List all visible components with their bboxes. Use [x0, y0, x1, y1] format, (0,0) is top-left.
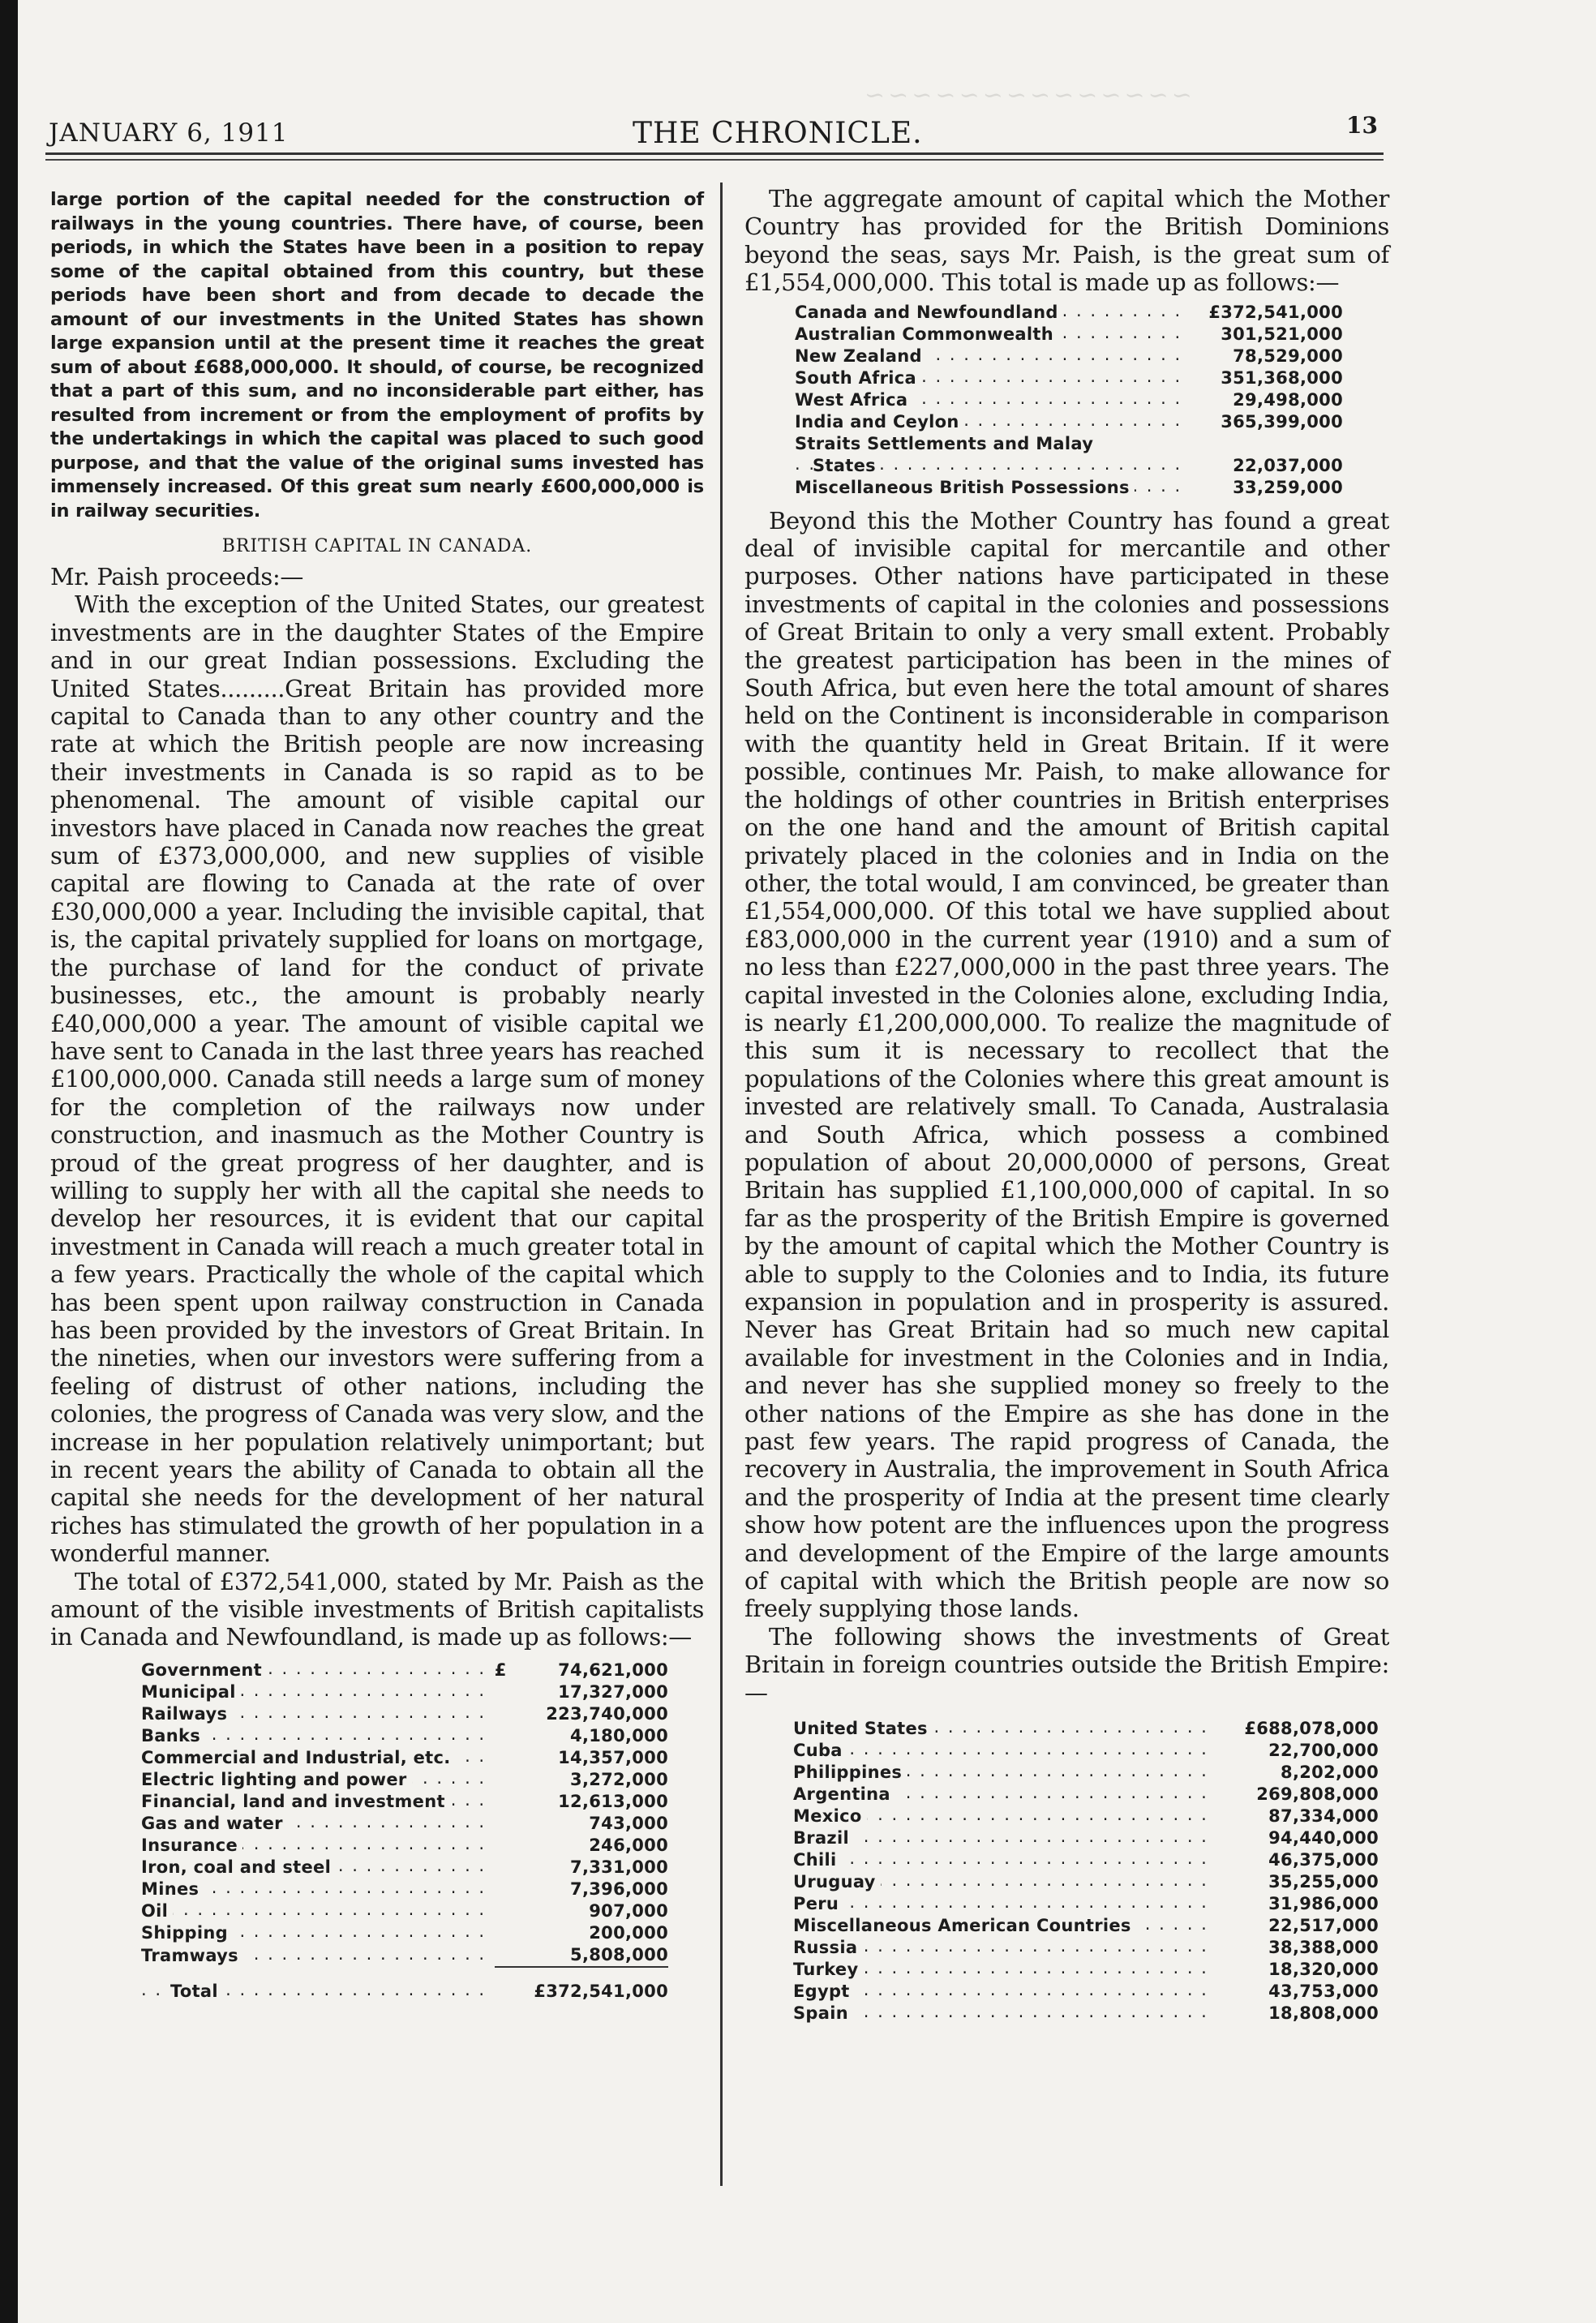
row-label: Uruguay — [793, 1872, 881, 1891]
row-label: Mines — [141, 1879, 204, 1899]
row-label: Mexico — [793, 1806, 867, 1826]
row-value: 5,808,000 — [570, 1944, 668, 1964]
row-label: Financial, land and investment — [141, 1792, 450, 1811]
table-row — [795, 433, 1343, 455]
bleed-through: ~~~~~~~~~~~~~~ — [861, 81, 1192, 109]
table-row — [793, 1959, 1379, 1981]
row-value: 14,357,000 — [558, 1747, 668, 1767]
row-value: 7,331,000 — [570, 1857, 668, 1877]
row-label: Municipal — [141, 1682, 241, 1702]
currency-symbol — [495, 1944, 517, 1967]
table-row — [141, 1922, 668, 1944]
row-value: 907,000 — [589, 1900, 668, 1921]
page-edge-shadow — [0, 0, 18, 2323]
row-label: Electric lighting and power — [141, 1770, 412, 1789]
row-label: Banks — [141, 1726, 205, 1745]
currency-symbol — [495, 1747, 517, 1769]
table-row — [793, 1893, 1379, 1915]
row-value — [1187, 433, 1343, 455]
row-value: 87,334,000 — [1268, 1806, 1379, 1827]
table-row — [793, 1915, 1379, 1937]
row-label: Gas and water — [141, 1814, 288, 1833]
currency-symbol — [495, 1900, 517, 1922]
publication-title: THE CHRONICLE. — [633, 117, 923, 150]
row-label: Tramways — [141, 1946, 243, 1965]
row-label: Cuba — [793, 1741, 847, 1760]
table-row — [793, 2003, 1379, 2025]
row-value: 43,753,000 — [1268, 1982, 1379, 2002]
currency-symbol — [495, 1813, 517, 1835]
table-row — [795, 411, 1343, 433]
row-label: India and Ceylon — [795, 412, 964, 432]
row-value: 200,000 — [589, 1922, 668, 1943]
row-value: 301,521,000 — [1221, 324, 1343, 344]
table-row — [793, 1740, 1379, 1762]
row-value: 29,498,000 — [1233, 389, 1343, 410]
table-row — [141, 1791, 668, 1813]
row-label: Commercial and Industrial, etc. — [141, 1748, 456, 1767]
foreign-investments-table — [793, 1718, 1379, 2025]
row-value: 7,396,000 — [570, 1879, 668, 1899]
row-label: Peru — [793, 1894, 843, 1913]
paragraph: Mr. Paish proceeds:— — [50, 563, 304, 590]
paragraph: Beyond this the Mother Country has found a great deal of invisible capital for mercantile and other purposes. Other nations have participated in these investments of capital in the colonies and possessions of Great Britain to only a very small extent. Probably the greatest participation has been in the mines of South Africa, but even here the total amount of shares held on the Continent is inconsiderable in comparison with the quantity held in Great Britain. If it were possible, continues Mr. Paish, to make allowance for the holdings of other countries in British enterprises on the one hand and the amount of British capital privately placed in the colonies and in India on the other, the total would, I am convinced, be greater than £1,554,000,000. Of this total we have supplied about £83,000,000 in the current year (1910) and a sum of no less than £227,000,000 in the past three years. The capital invested in the Colonies alone, excluding India, is nearly £1,200,000,000. To realize the magnitude of this sum it is necessary to recollect that the populations of the Colonies where this great amount is invested are relatively small. To Canada, Australasia and South Africa, which possess a combined population of about 20,000,0000 of persons, Great Britain has supplied £1,100,000,000 of capital. In so far as the prosperity of the British Empire is governed by the amount of capital which the Mother Country is able to supply to the Colonies and to India, its future expansion in population and in prosperity is assured. Never has Great Britain had so much new capital available for investment in the Colonies and in India, and never has she supplied money so freely to the other nations of the Empire as she has done in the past few years. The rapid progress of Canada, the recovery in Australia, the improvement in South Africa and the prosperity of India at the present time clearly show how potent are the influences upon the progress and development of the Empire of the large amounts of capital with which the British people are now so freely supplying those lands. — [744, 506, 1389, 1623]
row-label: Government — [141, 1660, 267, 1680]
row-label: South Africa — [795, 368, 921, 388]
row-value: 223,740,000 — [546, 1703, 668, 1724]
table-row — [141, 1725, 668, 1747]
row-value: 33,259,000 — [1233, 477, 1343, 497]
row-label: Brazil — [793, 1828, 854, 1848]
paragraph: The total of £372,541,000, stated by Mr. Paish as the amount of the visible investments of British capitalists in Canada and Newfoundland, is made up as follows:— — [50, 1567, 704, 1651]
total-label: Total — [170, 1982, 223, 2001]
table-row — [795, 367, 1343, 389]
row-value: 78,529,000 — [1233, 346, 1343, 366]
row-value: £372,541,000 — [1208, 302, 1343, 322]
row-label: Egypt — [793, 1982, 855, 2001]
row-value: 22,517,000 — [1268, 1916, 1379, 1936]
currency-symbol — [495, 1791, 517, 1813]
currency-symbol — [495, 1879, 517, 1900]
row-label: Chili — [793, 1850, 841, 1870]
currency-symbol — [495, 1681, 517, 1703]
currency-symbol — [495, 1835, 517, 1857]
table-row — [793, 1827, 1379, 1849]
header-rule-thin — [45, 159, 1384, 161]
row-value: 94,440,000 — [1268, 1828, 1379, 1849]
column-divider — [720, 182, 723, 2186]
table-row — [793, 1806, 1379, 1827]
issue-date: JANUARY 6, 1911 — [49, 118, 289, 148]
row-value: 3,272,000 — [570, 1769, 668, 1789]
row-label: Canada and Newfoundland — [795, 303, 1063, 322]
table-row — [141, 1703, 668, 1725]
page-number: 13 — [1346, 112, 1378, 139]
row-label: Australian Commonwealth — [795, 324, 1058, 344]
row-label: Miscellaneous American Countries — [793, 1916, 1136, 1935]
row-label: New Zealand — [795, 346, 927, 366]
row-value: 38,388,000 — [1268, 1938, 1379, 1958]
row-value: 246,000 — [589, 1835, 668, 1855]
table-row — [793, 1849, 1379, 1871]
row-value: 46,375,000 — [1268, 1850, 1379, 1870]
row-label: Straits Settlements and Malay — [795, 434, 1098, 453]
row-label: States — [813, 456, 881, 475]
table-row — [795, 302, 1343, 324]
currency-symbol — [495, 1725, 517, 1747]
paragraph: The aggregate amount of capital which the Mother Country has provided for the British Dominions beyond the seas, says Mr. Paish, is the great sum of £1,554,000,000. This total is made up as follows:— — [744, 185, 1389, 297]
row-value: 17,327,000 — [558, 1681, 668, 1702]
table-row — [141, 1681, 668, 1703]
currency-symbol — [495, 1769, 517, 1791]
table-row — [141, 1944, 668, 1967]
row-label: Russia — [793, 1938, 862, 1957]
left-column — [50, 188, 704, 2003]
row-label: Turkey — [793, 1960, 863, 1979]
row-value: 4,180,000 — [570, 1725, 668, 1745]
table-row — [793, 1981, 1379, 2003]
page-header — [49, 112, 1387, 152]
row-label: Spain — [793, 2003, 853, 2023]
table-row — [795, 455, 1343, 477]
table-row — [141, 1769, 668, 1791]
table-row — [793, 1718, 1379, 1740]
row-value: 22,037,000 — [1233, 455, 1343, 475]
table-row — [141, 1813, 668, 1835]
row-value: 351,368,000 — [1221, 367, 1343, 388]
table-row — [141, 1879, 668, 1900]
currency-symbol — [495, 1857, 517, 1879]
currency-symbol — [495, 1922, 517, 1944]
table-row — [141, 1660, 668, 1681]
total-value: £372,541,000 — [517, 1967, 668, 2003]
header-rule — [45, 152, 1384, 155]
row-label: West Africa — [795, 390, 912, 410]
table-row — [795, 346, 1343, 367]
canada-investments-table — [141, 1660, 668, 2003]
row-label: Insurance — [141, 1836, 242, 1855]
row-value: 743,000 — [589, 1813, 668, 1833]
table-row — [141, 1835, 668, 1857]
currency-symbol: £ — [494, 1660, 507, 1680]
row-label: Iron, coal and steel — [141, 1857, 336, 1877]
row-value: 22,700,000 — [1268, 1741, 1379, 1761]
paragraph: The following shows the investments of Great Britain in foreign countries outside the British Empire:— — [744, 1622, 1389, 1707]
row-value: 74,621,000 — [558, 1660, 668, 1680]
table-row — [795, 389, 1343, 411]
currency-symbol — [495, 1703, 517, 1725]
row-label: Railways — [141, 1704, 232, 1724]
table-row — [793, 1762, 1379, 1784]
table-row — [795, 324, 1343, 346]
row-value: 269,808,000 — [1256, 1784, 1379, 1805]
row-label: Philippines — [793, 1763, 907, 1782]
row-value: 35,255,000 — [1268, 1872, 1379, 1892]
row-label: Oil — [141, 1901, 173, 1921]
row-value: 18,320,000 — [1268, 1960, 1379, 1980]
table-row — [793, 1784, 1379, 1806]
row-value: £688,078,000 — [1244, 1719, 1379, 1739]
row-value: 18,808,000 — [1268, 2003, 1379, 2024]
intro-bold-paragraph: large portion of the capital needed for the construction of railways in the young countries. There have, of course, been periods, in which the States have been in a position to repay some of the capital obtained from this country, but these periods have been short and from decade to decade the amount of our investments in the United States has shown large expansion until at the present time it reaches the great sum of about £688,000,000. It should, of course, be recognized that a part of this sum, and no inconsiderable part either, has resulted from increment or from the employment of profits by the undertakings in which the capital was placed to such good purpose, and that the value of the original sums invested has immensely increased. Of this great sum nearly £600,000,000 is in railway securities. — [50, 189, 704, 522]
row-value: 31,986,000 — [1268, 1894, 1379, 1914]
table-total-row — [141, 1967, 668, 2003]
row-label: Argentina — [793, 1784, 895, 1804]
table-row — [141, 1857, 668, 1879]
table-row — [141, 1900, 668, 1922]
row-label: United States — [793, 1719, 933, 1738]
row-value: 8,202,000 — [1281, 1763, 1379, 1783]
row-value: 12,613,000 — [558, 1791, 668, 1811]
row-label: Miscellaneous British Possessions — [795, 478, 1135, 497]
table-row — [795, 477, 1343, 499]
paragraph: With the exception of the United States, our greatest investments are in the daughter States of the Empire and in our great Indian possessions. Excluding the United States.........Great Britain has provided more capital to Canada than to any other country and the rate at which the British people are now increasing their investments in Canada is so rapid as to be phenomenal. The amount of visible capital our investors have placed in Canada now reaches the great sum of £373,000,000, and new supplies of visible capital are flowing to Canada at the rate of over £30,000,000 a year. Including the invisible capital, that is, the capital privately supplied for loans on mortgage, the purchase of land for the conduct of private businesses, etc., the amount is probably nearly £40,000,000 a year. The amount of visible capital we have sent to Canada in the last three years has reached £100,000,000. Canada still needs a large sum of money for the completion of the railways now under construction, and inasmuch as the Mother Country is proud of the great progress of her daughter, and is willing to supply her with all the capital she needs to develop her resources, it is evident that our capital investment in Canada will reach a much greater total in a few years. Practically the whole of the capital which has been spent upon railway construction in Canada has been provided by the investors of Great Britain. In the nineties, when our investors were suffering from a feeling of distrust of other nations, including the colonies, the progress of Canada was very slow, and the increase in her population relatively unimportant; but in recent years the ability of Canada to obtain all the capital she needs for the development of her natural riches has stimulated the growth of her population in a wonderful manner. — [50, 590, 704, 1568]
table-row — [141, 1747, 668, 1769]
table-row — [793, 1871, 1379, 1893]
row-value: 365,399,000 — [1221, 411, 1343, 432]
table-row — [793, 1937, 1379, 1959]
row-label: Shipping — [141, 1923, 233, 1943]
section-heading: BRITISH CAPITAL IN CANADA. — [221, 536, 533, 556]
right-column — [744, 185, 1389, 2025]
dominions-investments-table — [795, 302, 1343, 499]
